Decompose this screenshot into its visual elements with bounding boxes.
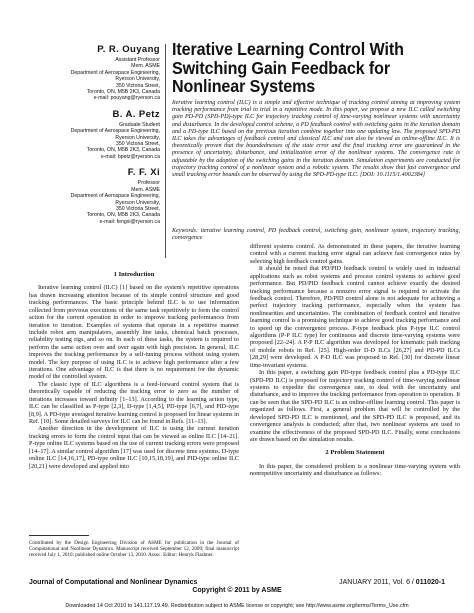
- author-affiliation-line: Department of Aerospace Engineering,: [70, 69, 160, 76]
- author-affiliation-line: Mem. ASME: [131, 186, 160, 193]
- author-affiliation-line: Department of Aerospace Engineering,: [70, 128, 160, 135]
- footnote-rule: [29, 535, 89, 536]
- author-email: e-mail: pouyang@ryerson.ca: [93, 95, 160, 102]
- body-paragraph: The classic type of ILC algorithms is a feed-forward control system that is theoretically capable of reducing the tracking error to zero as the number of iterations increases toward infinity [1–13]. According to the learning action type, ILC can be classified as P-type [2,3], D-type [1,4,5], PD-type [6,7], and PID-type [8,9]. A PD-type averaged iterative learning control is proposed for linear systems in Ref. [10]. Some detailed surveys for ILC can be found in Refs. [11–13].: [29, 380, 239, 426]
- body-paragraph: Iterative learning control (ILC) [1] based on the system's repetitive operations has drawn increasing attention because of its simple control structure and good tracking performances. The basic principle behind ILC is to use information collected from previous executions of the same task repetitively to form the control action for the current operation in order to improve tracking performances from iteration to iteration. Examples of systems that operate in a repetitive manner include robot arm manipulators, assembly line tasks, chemical batch processes, reliability testing rigs, and so on. In each of these tasks, the system is required to perform the same action over and over again with high precision. In general, ILC improves the tracking performance by a self-tuning process without using system model. The key purpose of using ILC is to achieve high performance after a few iterations. One advantage of ILC is that there is no requirement for the dynamic model of the controlled system.: [29, 284, 239, 381]
- author-affiliation-line: Department of Aerospace Engineering,: [70, 193, 160, 200]
- body-paragraph: In this paper, a switching gain PD-type feedback control plus a PD-type ILC (SPD-PD ILC) is proposed for trajectory tracking control of time-varying nonlinear systems to expedite the convergence rate, to deal with the uncertainty and disturbance, and to improve the tracking performance from operation to operation. It can be seen that the SPD-PD ILC is an online-offline learning control. This paper is organized as follows. First, a general problem that will be controlled by the developed SPD-PD ILC is mentioned, and the SPD-PD ILC is proposed, and its convergence analysis is conducted; after that, two nonlinear systems are used to examine the effectiveness of the proposed SPD-PD ILC. Finally, some conclusions are drawn based on the simulation results.: [250, 369, 460, 443]
- author-affiliation-line: Toronto, ON, M5B 2K3, Canada: [86, 147, 160, 154]
- author: [14, 109, 160, 160]
- abstract: Iterative learning control (ILC) is a simple and effective technique of tracking control aiming at improving system tracking performance from trial to trial in a repetitive mode. In this paper, we propose a new ILC called switching gain PD-PD (SPD-PD)-type ILC for trajectory tracking control of time-varying nonlinear systems with uncertainty and disturbance. In the developed control scheme, a PD feedback control with switching gains in the iteration domain and a PD-type ILC based on the previous iteration combine together into one updating law. The proposed SPD-PD ILC takes the advantages of feedback control and classical ILC and can also be viewed as online-offline ILC. It is theoretically proven that the boundednesses of the state error and the final tracking error are guaranteed in the presence of uncertainty, disturbance, and initialization error of the nonlinear systems. The convergence rate is adjustable by the adoption of the switching gains in the iteration domain. Simulation experiments are conducted for trajectory tracking control of a nonlinear system and a robotic system. The results show that fast convergence and small tracking error bounds can be observed by using the SPD-PD-type ILC. [DOI: 10.1115/1.4002384]: [172, 100, 460, 179]
- body-paragraph: In this paper, the considered problem is a nonlinear time-varying system with nonrepetitive uncertainty and disturbance as follows:: [250, 462, 460, 478]
- footer-copyright: Copyright © 2011 by ASME: [192, 587, 282, 594]
- author-affiliation-line: Professor: [137, 180, 160, 187]
- keywords: Keywords: iterative learning control, PD feedback control, switching gain, nonlinear system, trajectory tracking, convergence: [172, 228, 460, 242]
- footer-issue-date: JANUARY 2011, Vol. 6 /: [339, 579, 416, 586]
- title-line: Iterative Learning Control With: [172, 39, 404, 59]
- left-column: [29, 271, 239, 470]
- right-column: [250, 243, 460, 478]
- title-line: Nonlinear Systems: [172, 76, 316, 97]
- footer-issue: [339, 579, 445, 586]
- author-name: P. R. Ouyang: [97, 44, 160, 55]
- body-paragraph: Another direction in the development of ILC is using the current iteration tracking errors to form the control input that can be viewed as online ILC [14–21]. P-type online ILC systems based on the use of current tracking errors were proposed [14–17]. A similar control algorithm [17] was used for discrete time systems. D-type online ILC [14,16,17], PD-type online ILC [10,15,18,19], and PID-type online ILC [20,21] were developed and applied into: [29, 425, 239, 470]
- footer-journal-name: Journal of Computational and Nonlinear Dynamics: [29, 579, 198, 586]
- author-affiliation-line: 350 Victoria Street,: [115, 82, 160, 89]
- paper-title: [172, 40, 442, 96]
- author-affiliation-line: Ryerson University,: [115, 76, 160, 83]
- author-affiliation-line: Graduate Student: [119, 121, 160, 128]
- author: [14, 167, 160, 225]
- author: [14, 44, 160, 102]
- author-email: e-mail: bpetz@ryerson.ca: [100, 153, 160, 160]
- author-email: e-mail: fengxi@ryerson.ca: [99, 218, 160, 225]
- section-heading-problem-statement: 2 Problem Statement: [325, 449, 385, 457]
- author-name: B. A. Petz: [112, 108, 160, 120]
- footnote: Contributed by the Design Engineering Division of ASME for publication in the Journal of Computational and Nonlinear Dynamics. Manuscript received September 12, 2009; final manuscript received July 1, 2010; published online October 13, 2010. Assoc. Editor: Henryk Flashner.: [29, 540, 239, 559]
- author-affiliation-line: Assistant Professor: [115, 57, 160, 63]
- title-line: Switching Gain Feedback for: [172, 57, 391, 78]
- author-affiliation-line: Mem. ASME: [131, 63, 160, 70]
- body-paragraph: It should be noted that PD/PID feedback control is widely used in industrial applications such as robot systems and process control systems to achieve good performance. But PD/PID feedback control cannot achieve exactly the desired tracking performance because a nonzero error signal is required to activate the feedback control. Therefore, PD/PID control alone is not adequate for achieving a perfect trajectory tracking performance, especially when the system has nonlinearities and uncertainties. The combination of feedback control and iterative learning control is a promising technique to achieve good tracking performance and to speed up the convergence process. P-type feedback plus P-type ILC control algorithms (P-P ILC type) for continuous and discrete time-varying systems were proposed [22–24]. A P-P ILC algorithm was developed for kinematic path tracking of mobile robots in Ref. [25]. High-order D-D ILCs [26,27] and PD-PD ILCs [28,29] were developed. A P-D ILC was proposed in Ref. [30] for discrete linear time-invariant systems.: [250, 265, 460, 369]
- author-affiliation-line: Ryerson University,: [115, 134, 160, 141]
- author-affiliation-line: Toronto, ON, M5B 2K3, Canada: [86, 212, 160, 219]
- body-paragraph-continued: different systems control. As demonstrated in these papers, the iterative learning control with a current tracking error signal can achieve fast convergence rates by selecting high feedback control gains.: [250, 243, 460, 265]
- author-affiliation-line: 350 Victoria Street,: [115, 205, 160, 212]
- author-affiliation-line: Ryerson University,: [115, 199, 160, 206]
- vertical-divider: [165, 44, 166, 258]
- author-affiliation-line: 350 Victoria Street,: [115, 141, 160, 148]
- author-name: F. F. Xi: [127, 167, 160, 179]
- author-affiliation-line: Toronto, ON, M5B 2K3, Canada: [86, 89, 160, 96]
- download-notice: Downloaded 14 Oct 2010 to 141.117.19.49. Redistribution subject to ASME license or copyright; see http://www.asme.org/terms/Terms_Use.cfm: [65, 603, 409, 609]
- author-block: [14, 44, 160, 232]
- footer-page-id: 011020-1: [415, 579, 445, 586]
- section-heading-introduction: 1 Introduction: [113, 271, 155, 278]
